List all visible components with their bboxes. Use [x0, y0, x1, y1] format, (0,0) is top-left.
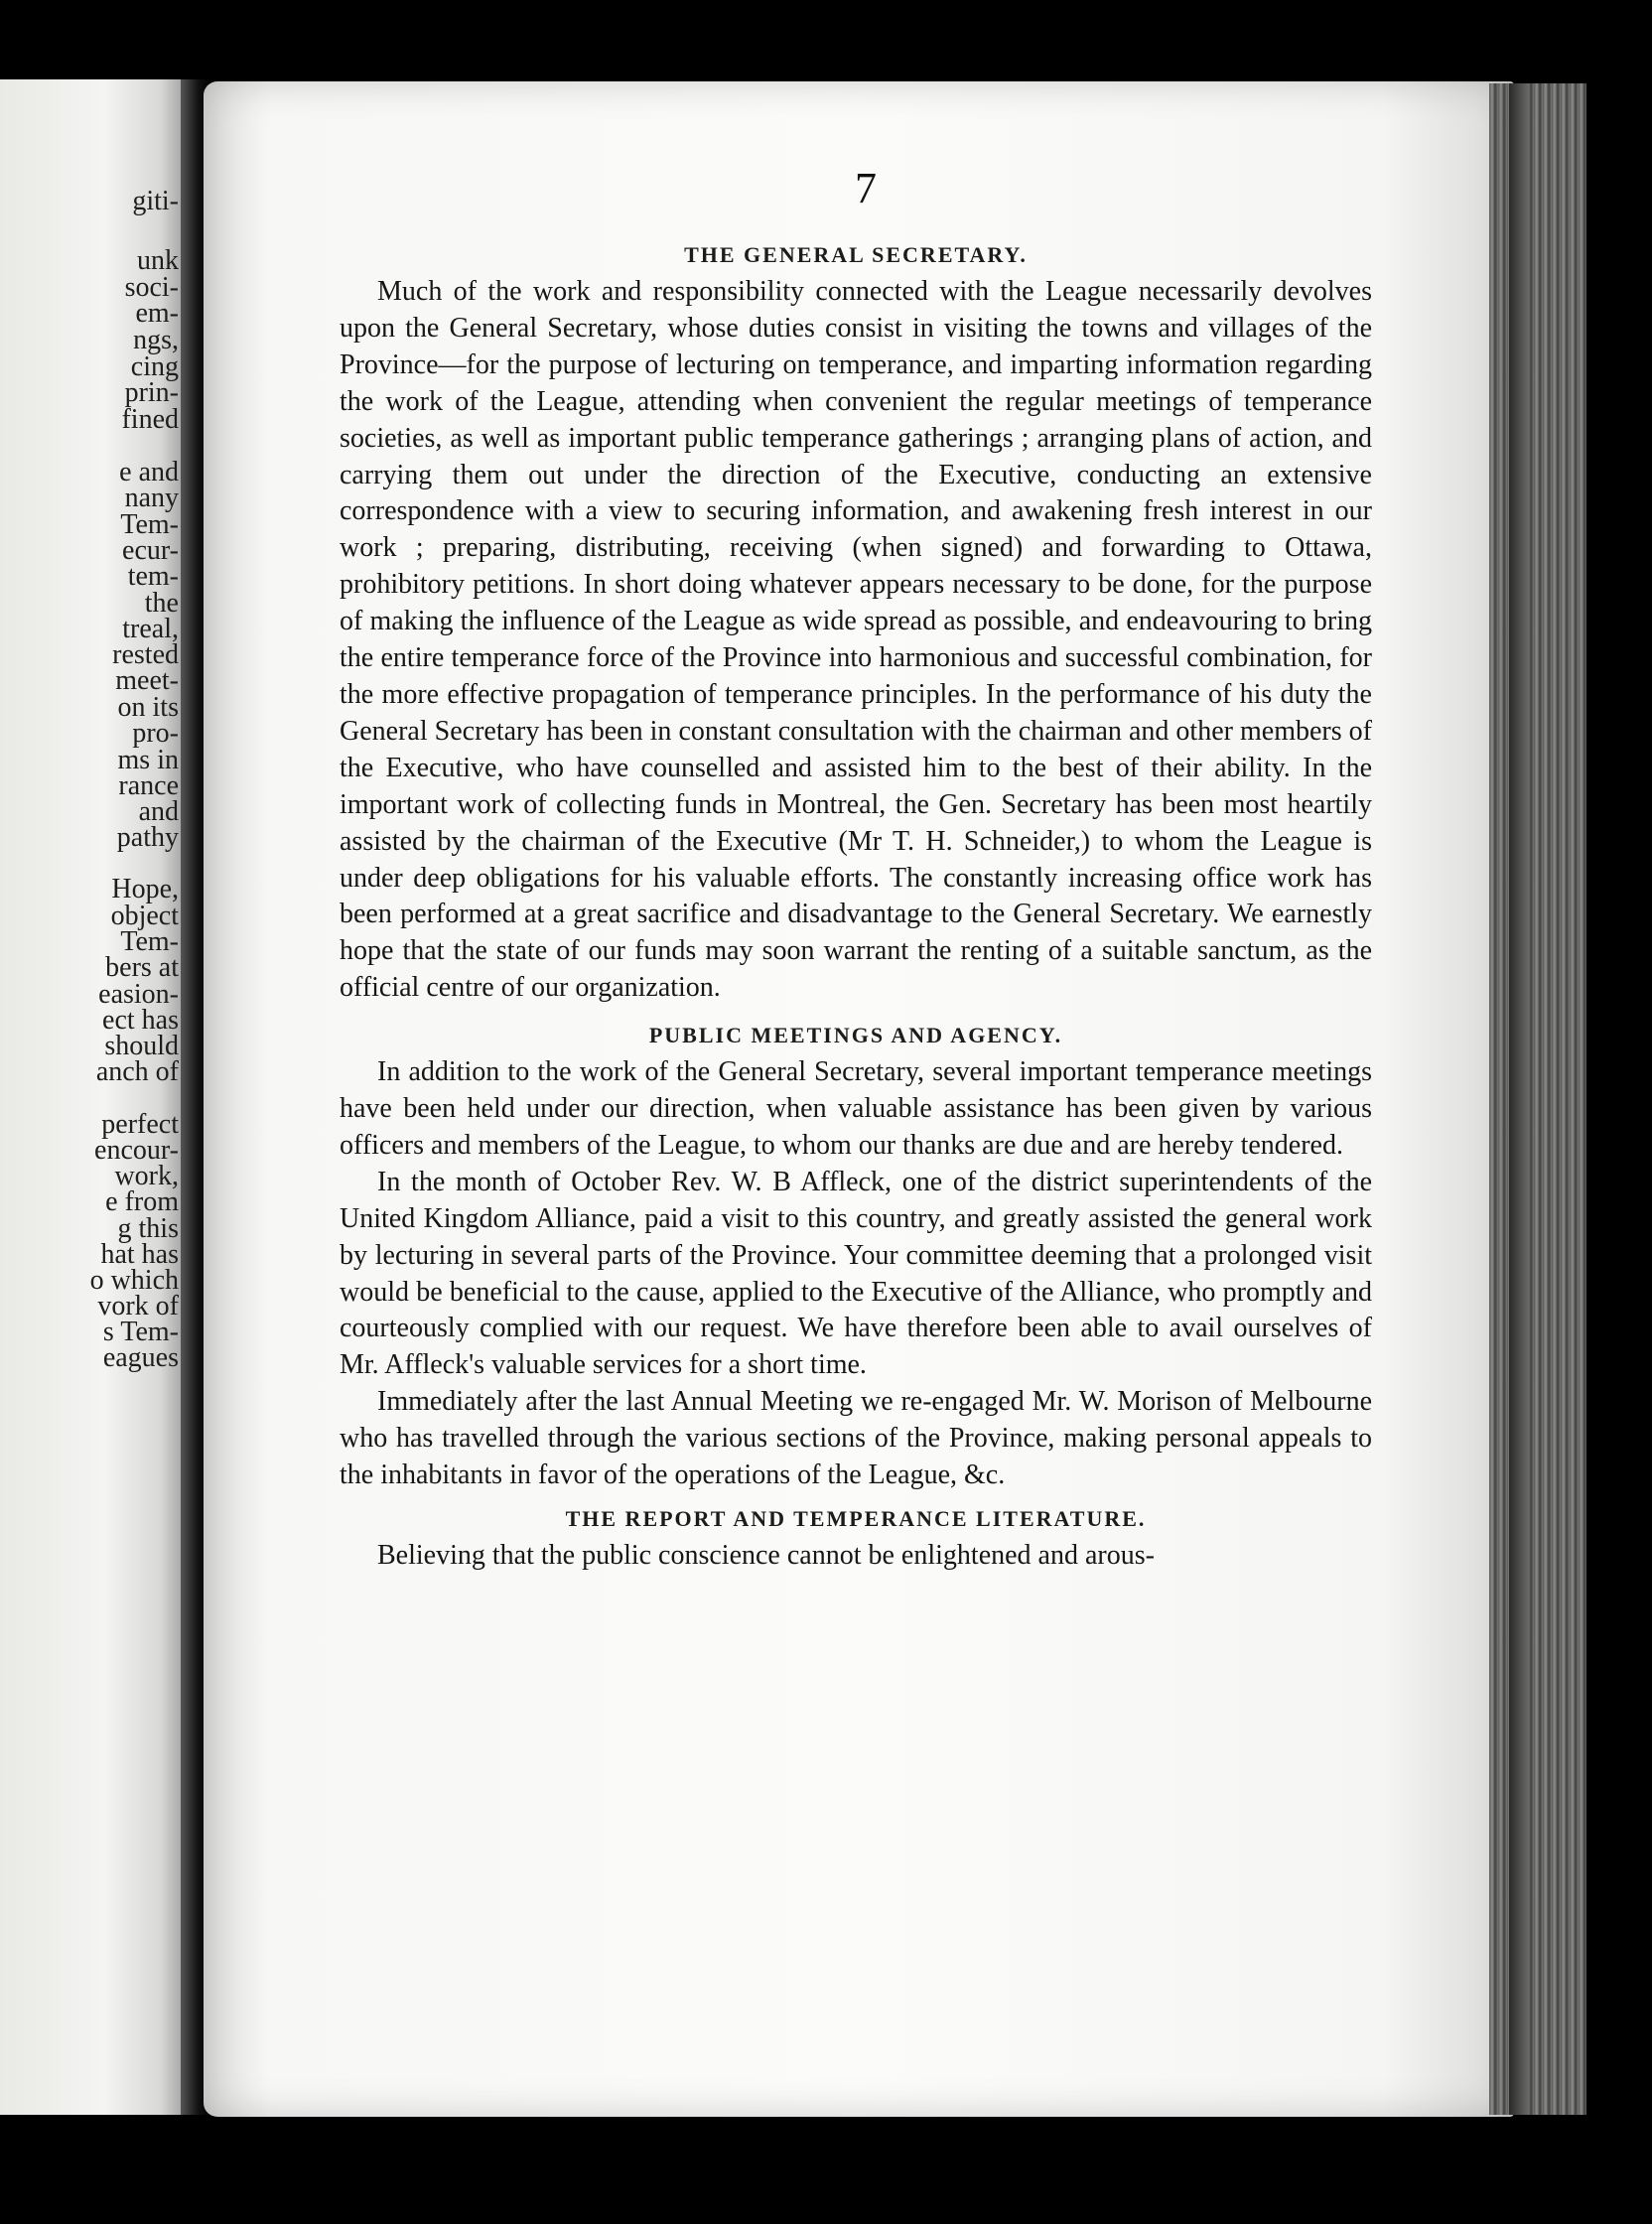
- margin-text-fragment: on its: [117, 692, 179, 723]
- margin-text-fragment: rested: [112, 639, 179, 670]
- section-heading: THE REPORT AND TEMPERANCE LITERATURE.: [565, 1506, 1147, 1531]
- margin-text-fragment: ngs,: [133, 325, 179, 355]
- margin-text-fragment: giti-: [132, 186, 179, 216]
- margin-text-fragment: should: [104, 1031, 179, 1061]
- margin-text-fragment: work,: [114, 1161, 179, 1191]
- margin-text-fragment: e and: [119, 457, 179, 487]
- section-public-meetings: [340, 1021, 1372, 1494]
- page-content: [340, 159, 1372, 1575]
- paragraph: Much of the work and responsibility connected with the League necessarily devolves upon the General Secretary, whose duties consist in visiting the towns and villages of the Province—for the purpose of lecturing on temperance, and imparting information regarding the work of the League, attending when convenient the regular meetings of temperance societies, as well as important public temperance gatherings ; arranging plans of action, and carrying them out under the direction of the Executive, conducting an extensive correspondence with a view to securing information, and awakening fresh interest in our work ; preparing, distributing, receiving (when signed) and forwarding to Ottawa, prohibitory petitions. In short doing whatever appears necessary to be done, for the purpose of making the influence of the League as wide spread as possible, and endeavouring to bring the entire temperance force of the Province into harmonious and successful combination, for the more effective propagation of temperance principles. In the performance of his duty the General Secretary has been in constant consultation with the chairman and other members of the Executive, who have counselled and assisted him to the best of their ability. In the important work of collecting funds in Montreal, the Gen. Secretary has been most heartily assisted by the chairman of the Executive (Mr T. H. Schneider,) to whom the League is under deep obligations for his valuable efforts. The constantly increasing office work has been performed at a great sacrifice and disadvantage to the General Secretary. We earnestly hope that the state of our funds may soon warrant the renting of a suitable sanctum, as the official centre of our organization.: [340, 276, 1372, 1004]
- margin-text-fragment: e from: [105, 1186, 179, 1217]
- margin-text-fragment: fined: [121, 404, 179, 435]
- margin-text-fragment: prin-: [124, 377, 179, 408]
- margin-text-fragment: em-: [135, 298, 179, 329]
- section-heading: PUBLIC MEETINGS AND AGENCY.: [648, 1023, 1063, 1048]
- previous-page-fragment: [0, 79, 189, 2115]
- margin-text-fragment: encour-: [94, 1135, 179, 1166]
- margin-text-fragment: cing: [130, 351, 179, 382]
- paragraph: Immediately after the last Annual Meeting we re-engaged Mr. W. Morison of Melbourne who has travelled through the various sections of the Province, making personal appeals to the inhabitants in favor of the operations of the League, &c.: [340, 1386, 1372, 1491]
- section-heading: THE GENERAL SECRETARY.: [684, 242, 1028, 267]
- margin-text-fragment: s Tem-: [102, 1317, 179, 1347]
- margin-text-fragment: tem-: [127, 561, 179, 592]
- margin-text-fragment: treal,: [122, 614, 179, 644]
- margin-text-fragment: the: [144, 588, 179, 619]
- margin-text-fragment: bers at: [105, 952, 179, 983]
- margin-text-fragment: vork of: [97, 1291, 179, 1321]
- page-edges: [1489, 83, 1586, 2115]
- paragraph: In the month of October Rev. W. B Affleck, one of the district superintendents of the United Kingdom Alliance, paid a visit to this country, and greatly assisted the general work by lecturing in several parts of the Province. Your committee deeming that a prolonged visit would be beneficial to the cause, applied to the Executive of the Alliance, who promptly and courteously complied with our request. We have therefore been able to avail ourselves of Mr. Affleck's valuable services for a short time.: [340, 1166, 1372, 1381]
- margin-text-fragment: easion-: [98, 979, 179, 1010]
- margin-text-fragment: hat has: [100, 1239, 179, 1270]
- margin-text-fragment: anch of: [95, 1056, 179, 1087]
- paragraph: Believing that the public conscience cannot be enlightened and arous-: [377, 1540, 1155, 1571]
- margin-text-fragment: ecur-: [122, 535, 179, 566]
- margin-text-fragment: ect has: [102, 1005, 179, 1036]
- margin-text-fragment: Tem-: [120, 509, 179, 540]
- margin-text-fragment: perfect: [101, 1109, 179, 1140]
- margin-text-fragment: eagues: [102, 1342, 179, 1373]
- page-number: 7: [855, 164, 877, 212]
- paragraph: In addition to the work of the General Secretary, several important temperance meetings have been held under our direction, when valuable assistance has been given by various officers and members of the League, to whom our thanks are due and are hereby tendered.: [340, 1056, 1372, 1161]
- margin-text-fragment: nany: [124, 483, 179, 513]
- margin-text-fragment: g this: [117, 1213, 179, 1244]
- page-edge-shadow: [1509, 83, 1529, 2115]
- margin-text-fragment: meet-: [115, 665, 179, 696]
- margin-text-fragment: pro-: [132, 718, 179, 749]
- margin-text-fragment: Hope,: [111, 874, 179, 904]
- section-general-secretary: [340, 240, 1372, 1007]
- margin-text-fragment: unk: [137, 245, 179, 276]
- margin-text-fragment: object: [110, 901, 179, 931]
- section-report-literature: [340, 1504, 1372, 1575]
- margin-text-fragment: Tem-: [120, 926, 179, 957]
- margin-text-fragment: pathy: [116, 822, 179, 853]
- margin-text-fragment: o which: [89, 1265, 179, 1296]
- margin-text-fragment: and: [138, 796, 179, 827]
- margin-text-fragment: ms in: [117, 745, 179, 775]
- margin-text-fragment: soci-: [124, 272, 179, 303]
- margin-text-fragment: rance: [118, 770, 179, 801]
